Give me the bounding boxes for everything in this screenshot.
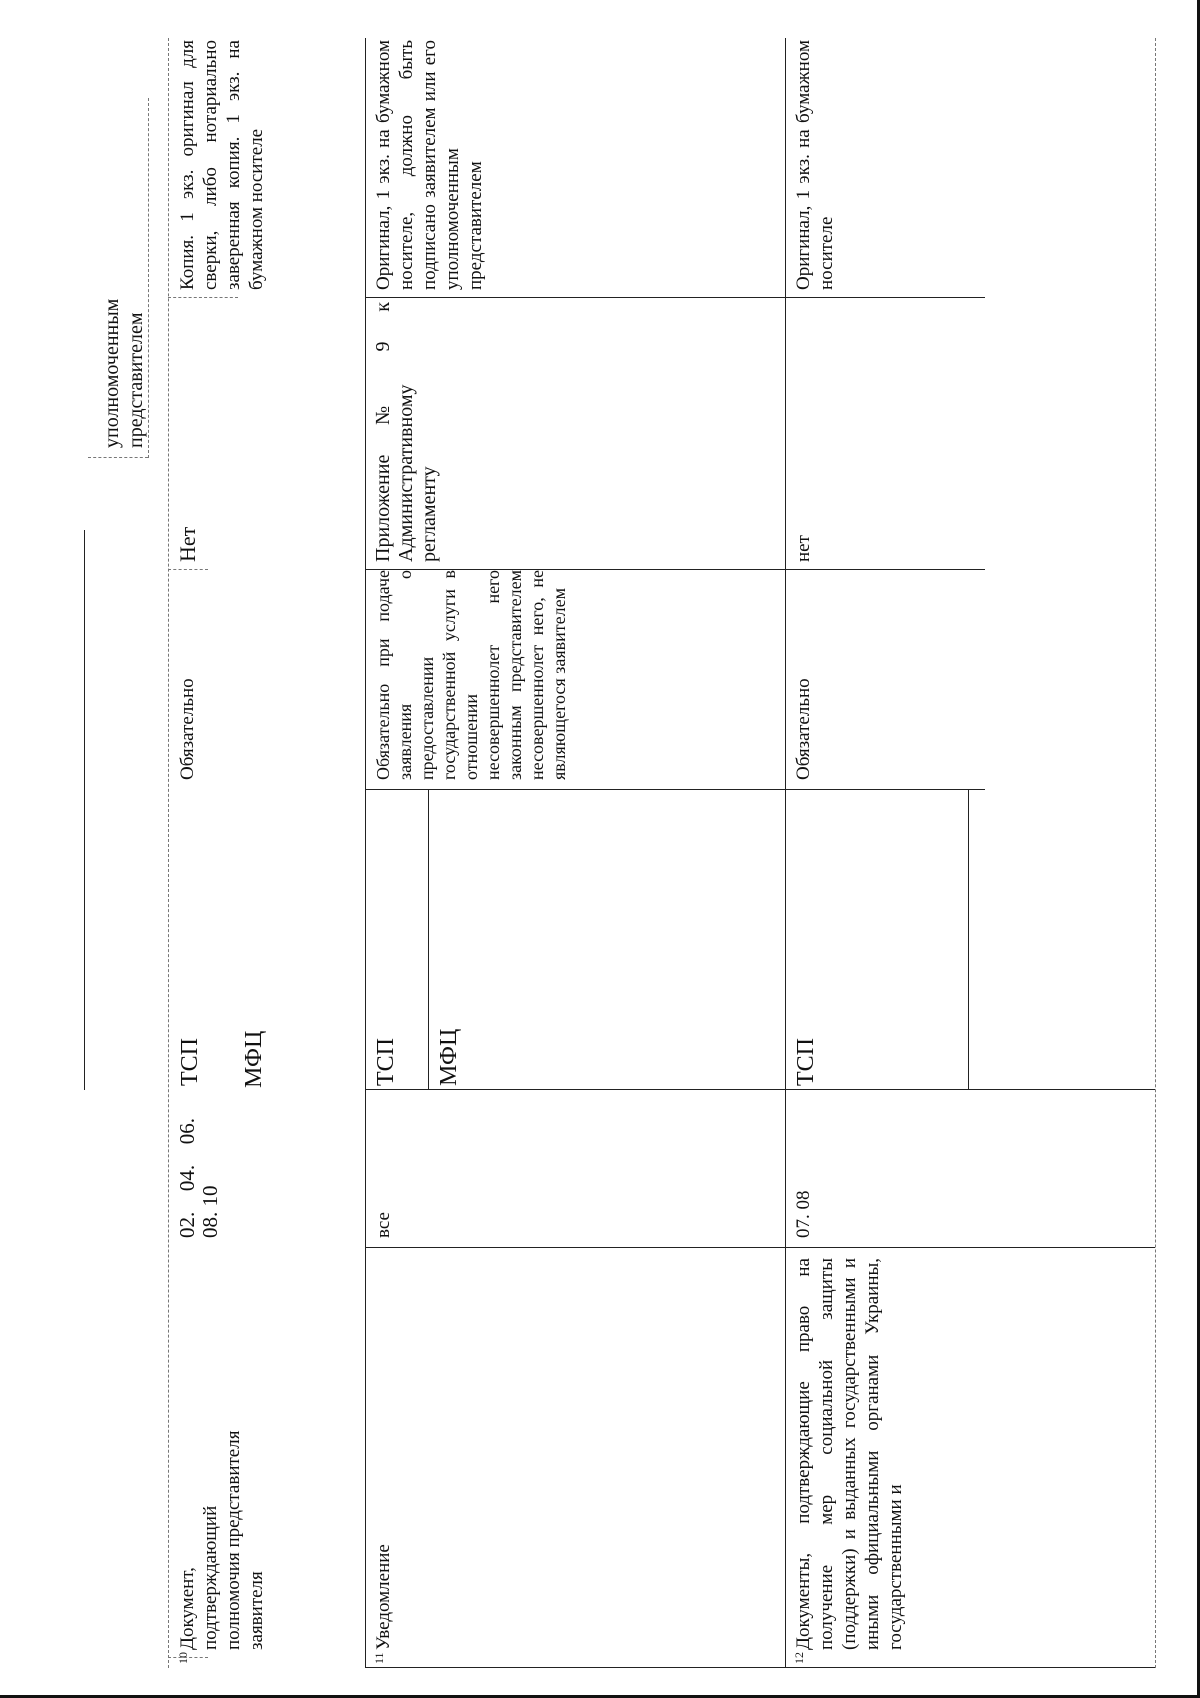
- row12-bottom-border: [1155, 38, 1156, 1668]
- row11-number: 11: [372, 1652, 386, 1664]
- row10-number: 10: [176, 1652, 190, 1664]
- row12-col-divider-left: [785, 1667, 1155, 1668]
- row11-col-divider-loc: [365, 789, 785, 790]
- row12-document-name: Документы, подтверждающие право на получение мер социальной защиты (поддержки) и выданных государственными и иными официальными органами Украины, государственными и: [793, 1258, 906, 1650]
- row12-inner-box-bottom: [968, 790, 969, 1090]
- row12-location-tsp: ТСП: [793, 1038, 819, 1086]
- row11-location-mfc: МФЦ: [436, 1028, 462, 1086]
- row12-form: нет: [793, 535, 814, 562]
- row11-form: Приложение № 9 к Административному регламенту: [372, 302, 440, 562]
- row10-requirements: Копия. 1 экз. оригинал для сверки, либо нотариально заверенная копия. 1 экз. на бумажном носителе: [177, 40, 267, 290]
- row12-col-divider-form: [785, 297, 985, 298]
- row11-location-divider: [428, 790, 429, 1090]
- row12-condition: Обязательно: [793, 678, 814, 780]
- row10-condition: Обязательно: [177, 678, 198, 780]
- row12-col-divider-cond: [785, 569, 985, 570]
- row10-location-tsp: ТСП: [177, 1038, 203, 1086]
- row11-col-divider-form: [365, 297, 785, 298]
- row12-col-divider-cat: [785, 1089, 1155, 1090]
- row10-location-mfc: МФЦ: [241, 1030, 267, 1088]
- row11-col-divider-left: [365, 1667, 785, 1668]
- row11-col-divider-cat: [365, 1089, 785, 1090]
- row10-top-border: [168, 38, 169, 1668]
- row12-top-border: [785, 38, 786, 1668]
- row11-document-name: Уведомление: [373, 1544, 394, 1650]
- fragment-divider: [88, 457, 148, 458]
- row12-applicant-categories: 07. 08: [793, 1190, 814, 1238]
- row11-top-border: [365, 38, 366, 1668]
- row11-col-divider-cond: [365, 569, 785, 570]
- row10-col-divider-b: [168, 297, 238, 298]
- row12-col-divider-name: [785, 1247, 1155, 1248]
- row10-left-divider: [168, 1657, 208, 1658]
- row11-applicant-categories: все: [373, 1212, 394, 1238]
- row12-col-divider-loc: [785, 789, 985, 790]
- row12-number: 12: [792, 1652, 806, 1664]
- row10-document-name: Документ, подтверждающий полномочия представителя заявителя: [177, 1430, 267, 1650]
- row10-col-divider-a: [168, 569, 208, 570]
- fragment-bottom-line: [148, 98, 149, 458]
- row11-location-tsp: ТСП: [373, 1038, 399, 1086]
- row11-condition: Обязательно при подаче заявления о предоставлении государственной услуги в отношении несовершеннолет него законным представителем несовершеннолет него, не являющегося заявителем: [373, 570, 569, 780]
- row11-requirements: Оригинал, 1 экз. на бумажном носителе, должно быть подписано заявителем или его уполномоченным представителем: [373, 40, 486, 290]
- row10-applicant-categories: 02. 04. 06. 08. 10: [175, 1118, 222, 1238]
- row10-upper-solid: [84, 530, 85, 1090]
- row12-requirements: Оригинал, 1 экз. на бумажном носителе: [793, 40, 837, 290]
- previous-row-requirements-continued: уполномоченным представителем: [101, 298, 147, 448]
- row11-col-divider-name: [365, 1247, 785, 1248]
- row10-form: Нет: [175, 526, 200, 562]
